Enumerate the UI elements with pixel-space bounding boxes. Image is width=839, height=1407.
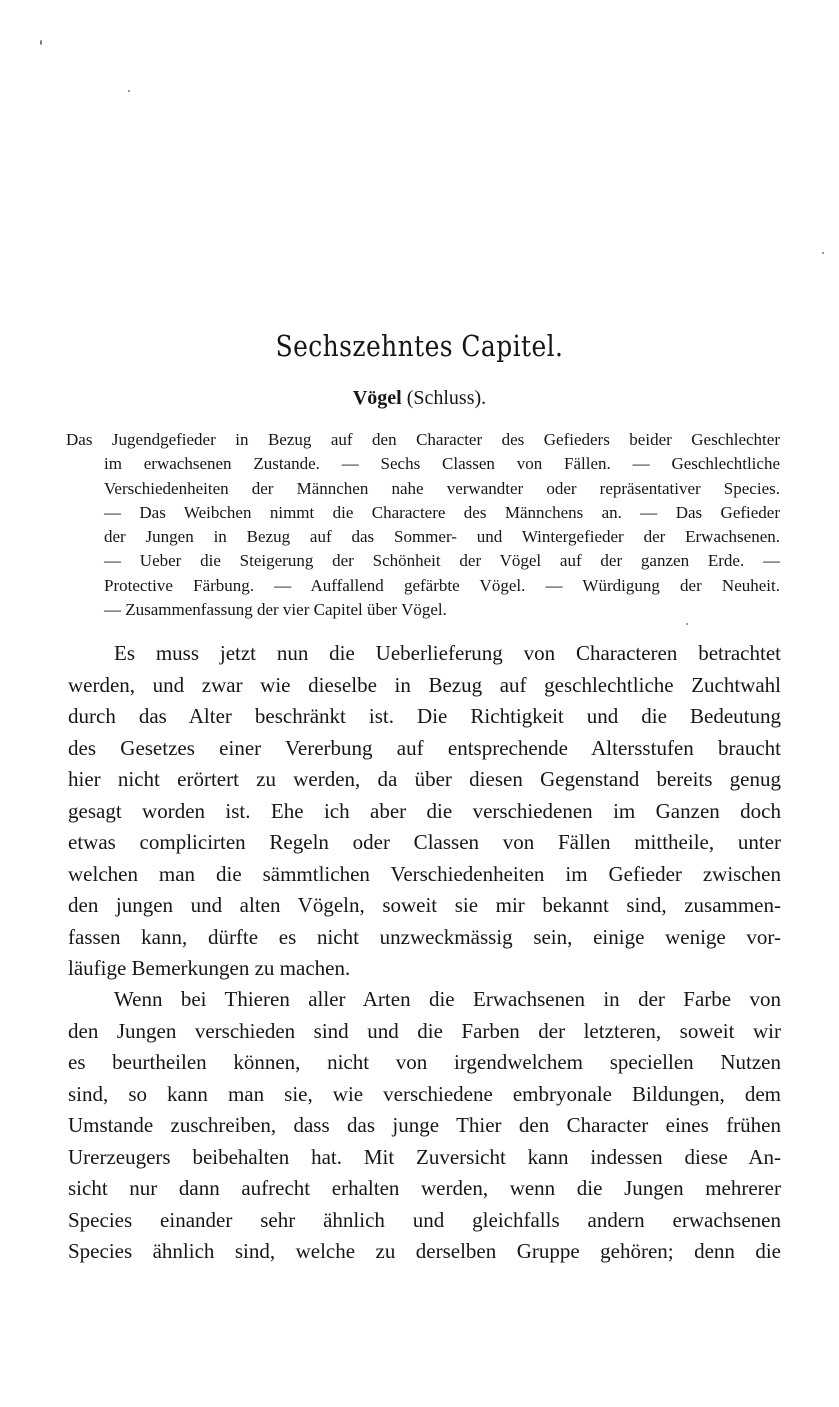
paragraph-1 <box>68 638 781 985</box>
summary-line: Verschiedenheiten der Männchen nahe verwandter oder repräsentativer Species. <box>104 478 780 498</box>
text-line: des Gesetzes einer Vererbung auf entsprechende Altersstufen braucht <box>68 735 781 760</box>
summary-line: — Zusammenfassung der vier Capitel über Vögel. <box>104 600 447 620</box>
chapter-summary <box>66 428 780 622</box>
text-line: gesagt worden ist. Ehe ich aber die verschiedenen im Ganzen doch <box>68 798 781 823</box>
text-line: sind, so kann man sie, wie verschiedene embryonale Bildungen, dem <box>68 1081 781 1106</box>
text-line: Umstande zuschreiben, dass das junge Thier den Character eines frühen <box>68 1113 781 1137</box>
scan-speck <box>128 90 130 92</box>
text-line: hier nicht erörtert zu werden, da über diesen Gegenstand bereits genug <box>68 767 781 791</box>
text-line: Species ähnlich sind, welche zu derselben Gruppe gehören; denn die <box>68 1239 781 1263</box>
text-line: welchen man die sämmtlichen Verschiedenheiten im Gefieder zwischen <box>68 861 781 886</box>
text-line: den Jungen verschieden sind und die Farben der letzteren, soweit wir <box>68 1018 781 1043</box>
section-title-bold: Vögel <box>352 387 402 409</box>
paragraph-2 <box>68 984 781 1268</box>
summary-line: — Das Weibchen nimmt die Charactere des Männchens an. — Das Gefieder <box>104 502 780 522</box>
scan-speck <box>822 252 824 254</box>
text-line: Species einander sehr ähnlich und gleichfalls andern erwachsenen <box>68 1207 781 1232</box>
text-line: den jungen und alten Vögeln, soweit sie mir bekannt sind, zusammen- <box>68 893 781 917</box>
text-line: sicht nur dann aufrecht erhalten werden, wenn die Jungen mehrerer <box>68 1176 781 1200</box>
summary-line: im erwachsenen Zustande. — Sechs Classen von Fällen. — Geschlechtliche <box>104 454 780 474</box>
scan-speck <box>686 623 688 625</box>
text-line: Wenn bei Thieren aller Arten die Erwachsenen in der Farbe von <box>114 987 781 1011</box>
section-title-rest: (Schluss). <box>401 387 487 409</box>
section-title <box>0 384 839 412</box>
text-line: fassen kann, dürfte es nicht unzweckmässig sein, einige wenige vor- <box>68 924 781 949</box>
chapter-title: Sechszehntes Capitel. <box>275 329 564 363</box>
summary-line: Protective Färbung. — Auffallend gefärbte Vögel. — Würdigung der Neuheit. <box>104 575 780 595</box>
text-line: läufige Bemerkungen zu machen. <box>68 956 351 980</box>
scan-speck <box>40 40 42 45</box>
summary-line: Das Jugendgefieder in Bezug auf den Character des Gefieders beider Geschlechter <box>66 430 780 449</box>
summary-line: — Ueber die Steigerung der Schönheit der Vögel auf der ganzen Erde. — <box>104 551 780 571</box>
text-line: etwas complicirten Regeln oder Classen von Fällen mittheile, unter <box>68 830 781 854</box>
text-line: Urerzeugers beibehalten hat. Mit Zuversicht kann indessen diese An- <box>68 1144 781 1169</box>
text-line: durch das Alter beschränkt ist. Die Richtigkeit und die Bedeutung <box>68 704 781 728</box>
text-line: es beurtheilen können, nicht von irgendwelchem speciellen Nutzen <box>68 1050 781 1074</box>
text-line: werden, und zwar wie dieselbe in Bezug auf geschlechtliche Zuchtwahl <box>68 672 781 697</box>
text-line: Es muss jetzt nun die Ueberlieferung von Characteren betrachtet <box>114 641 781 665</box>
summary-line: der Jungen in Bezug auf das Sommer- und Wintergefieder der Erwachsenen. <box>104 527 780 547</box>
